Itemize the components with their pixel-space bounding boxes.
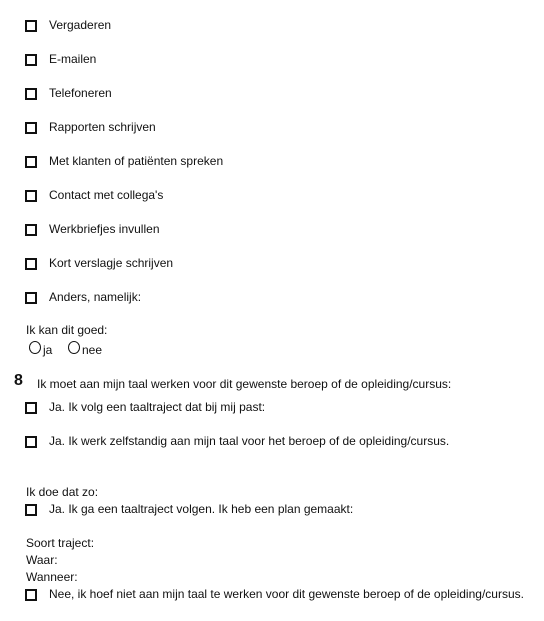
checkbox-label: Kort verslagje schrijven [49,256,174,270]
checkbox-werkbriefjes[interactable] [25,224,37,236]
checkbox-rapporten[interactable] [25,122,37,134]
field-soort-traject: Soort traject: [26,536,95,550]
checkbox-verslagje[interactable] [25,258,37,270]
checkbox-vergaderen[interactable] [25,20,37,32]
radio-nee[interactable] [68,341,80,354]
field-waar: Waar: [26,553,58,567]
checkbox-anders[interactable] [25,292,37,304]
question-text: Ik moet aan mijn taal werken voor dit gewenste beroep of de opleiding/cursus: [37,377,452,391]
can-do-label: Ik kan dit goed: [26,323,108,337]
checkbox-label: Werkbriefjes invullen [49,222,160,236]
radio-ja[interactable] [29,341,41,354]
checkbox-label: Met klanten of patiënten spreken [49,154,224,168]
checkbox-label: Nee, ik hoef niet aan mijn taal te werken voor dit gewenste beroep of de opleiding/cursus. [49,587,524,601]
question-number: 8 [14,372,23,389]
checkbox-label: Contact met collega's [49,188,164,202]
radio-nee-label: nee [82,343,103,357]
checkbox-e-mailen[interactable] [25,54,37,66]
checkbox-plan[interactable] [25,504,37,516]
checkbox-taaltraject[interactable] [25,402,37,414]
radio-ja-label: ja [43,343,53,357]
checkbox-label: E-mailen [49,52,97,66]
checkbox-label: Ja. Ik ga een taaltraject volgen. Ik heb een plan gemaakt: [49,502,354,516]
checkbox-label: Vergaderen [49,18,112,32]
checkbox-label: Rapporten schrijven [49,120,156,134]
field-wanneer: Wanneer: [26,570,78,584]
checkbox-nee[interactable] [25,589,37,601]
checkbox-telefoneren[interactable] [25,88,37,100]
checkbox-label: Ja. Ik volg een taaltraject dat bij mij past: [49,400,266,414]
doing-label: Ik doe dat zo: [26,485,99,499]
checkbox-collegas[interactable] [25,190,37,202]
checkbox-label: Anders, namelijk: [49,290,142,304]
checkbox-zelfstandig[interactable] [25,436,37,448]
checkbox-label: Telefoneren [49,86,112,100]
checkbox-label: Ja. Ik werk zelfstandig aan mijn taal voor het beroep of de opleiding/cursus. [49,434,450,448]
checkbox-klanten[interactable] [25,156,37,168]
